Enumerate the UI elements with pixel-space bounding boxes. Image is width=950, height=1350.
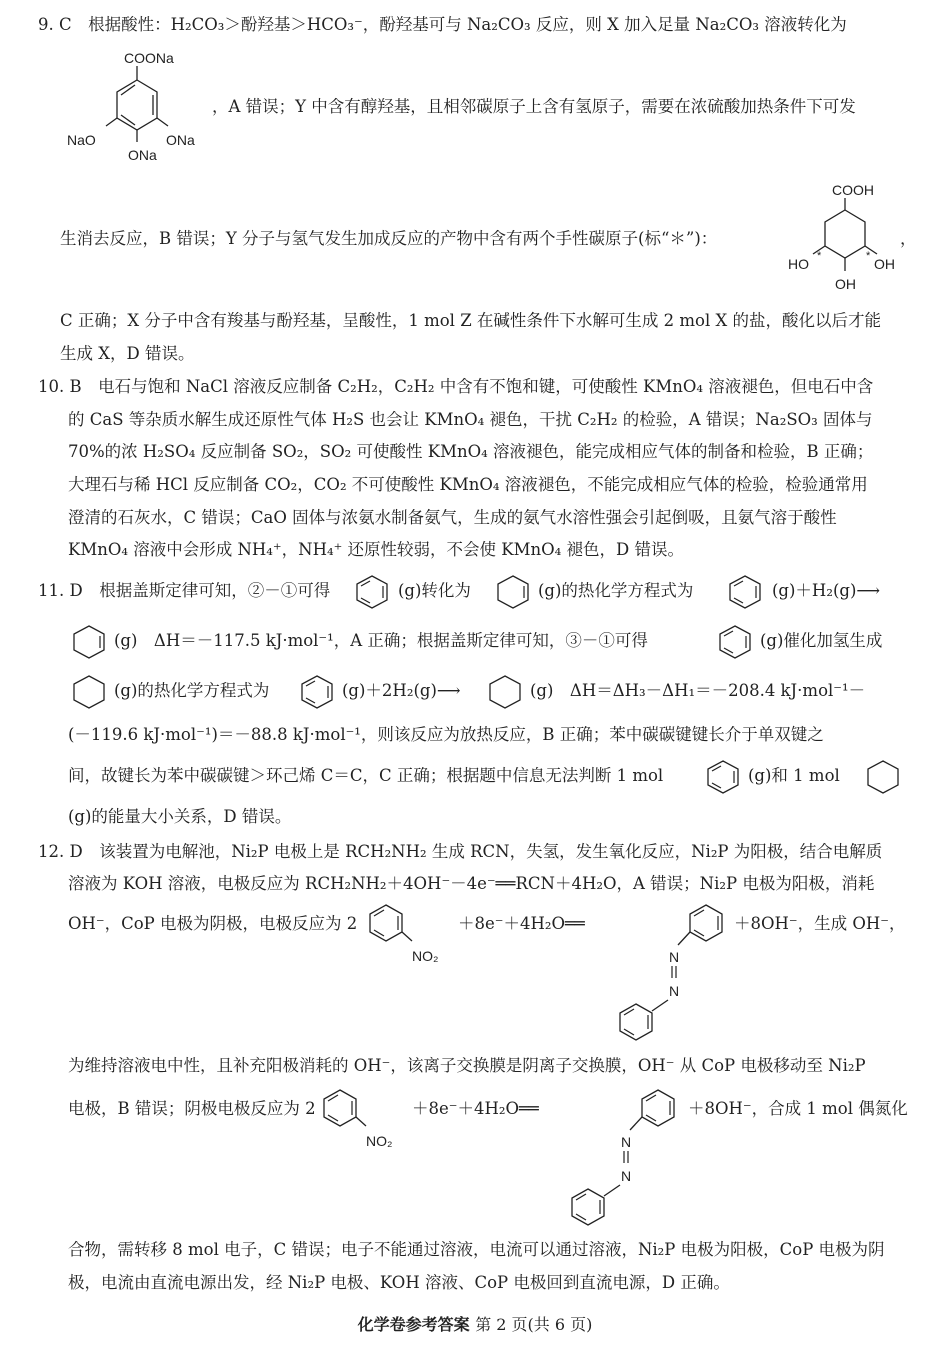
q12-line-1: 12. D 该装置为电解池，Ni₂P 电极上是 RCH₂NH₂ 生成 RCN，失氢，发生氧化反应，Ni₂P 为阳极，结合电解质: [38, 842, 883, 861]
q11-line-1a: 11. D 根据盖斯定律可知，②－①可得: [38, 581, 331, 600]
q9-line-4: C 正确；X 分子中含有羧基与酚羟基，呈酸性，1 mol Z 在碱性条件下水解可生成 2 mol X 的盐，酸化以后才能: [60, 311, 881, 330]
no2-label: NO₂: [412, 948, 439, 964]
q12-line-6: 合物，需转移 8 mol 电子，C 错误；电子不能通过溶液，电流可以通过溶液，Ni₂P 电极为阳极，CoP 电极为阴: [68, 1240, 885, 1259]
q9-line-3: 生消去反应，B 错误；Y 分子与氢气发生加成反应的产物中含有两个手性碳原子(标“＊”)：: [60, 229, 718, 248]
q11-line-5b: (g)和 1 mol: [748, 766, 840, 785]
page-footer: [0, 1312, 950, 1335]
benzene-ring-icon: [706, 759, 740, 799]
nitrobenzene-structure: [322, 1088, 412, 1158]
q11-line-2a: (g) ΔH＝－117.5 kJ·mol⁻¹，A 正确；根据盖斯定律可知，③－①可得: [114, 631, 648, 650]
q11-line-3c: (g) ΔH＝ΔH₃－ΔH₁＝－208.4 kJ·mol⁻¹－: [530, 681, 866, 700]
benzene-ring-icon: [728, 574, 762, 614]
azobenzene-structure: [568, 1088, 680, 1232]
coona-label: COONa: [124, 50, 174, 66]
q12-line-4: 为维持溶液电中性，且补充阳极消耗的 OH⁻，该离子交换膜是阴离子交换膜，OH⁻ 从 CoP 电极移动至 Ni₂P: [68, 1056, 866, 1075]
azo-n-bottom: N: [621, 1168, 632, 1184]
cyclohexene-ring-icon: [72, 624, 106, 664]
q11-line-3a: (g)的热化学方程式为: [114, 681, 270, 700]
q12-line-3a: OH⁻，CoP 电极为阴极，电极反应为 2: [68, 914, 358, 933]
chiral-star-right: *: [866, 250, 871, 262]
benzene-ring-icon: [355, 574, 389, 614]
q12-line-3b: ＋8e⁻＋4H₂O══: [458, 914, 585, 933]
cyclohexene-ring-icon: [496, 574, 530, 614]
q10-line-3: 70%的浓 H₂SO₄ 反应制备 SO₂，SO₂ 可使酸性 KMnO₄ 溶液褪色，能完成相应气体的制备和检验，B 正确；: [68, 442, 874, 461]
q10-line-2: 的 CaS 等杂质水解生成还原性气体 H₂S 也会让 KMnO₄ 褪色，干扰 C₂H₂ 的检验，A 错误；Na₂SO₃ 固体与: [68, 410, 873, 429]
q11-line-1d: (g)＋H₂(g)⟶: [772, 581, 881, 600]
benzene-ring-icon: [300, 674, 334, 714]
ona-right-label: ONa: [166, 132, 195, 148]
q11-line-5a: 间，故键长为苯中碳碳键＞环己烯 C＝C，C 正确；根据题中信息无法判断 1 mol: [68, 766, 664, 785]
q10-line-1: 10. B 电石与饱和 NaCl 溶液反应制备 C₂H₂，C₂H₂ 中含有不饱和键，可使酸性 KMnO₄ 溶液褪色，但电石中含: [38, 377, 874, 396]
ona-left-label: NaO: [67, 132, 96, 148]
cyclohexane-ring-icon: [72, 674, 106, 714]
footer-title: 化学卷参考答案: [357, 1315, 470, 1334]
q12-line-2: 溶液为 KOH 溶液，电极反应为 RCH₂NH₂＋4OH⁻－4e⁻══RCN＋4H₂O，A 错误；Ni₂P 电极为阳极，消耗: [68, 874, 875, 893]
q11-line-6: (g)的能量大小关系，D 错误。: [68, 807, 292, 826]
q12-line-3c: ＋8OH⁻，生成 OH⁻，: [734, 914, 906, 933]
oh-bottom-label: OH: [835, 276, 856, 292]
oh-right-label: OH: [874, 256, 895, 272]
q12-line-7: 极，电流由直流电源出发，经 Ni₂P 电极、KOH 溶液、CoP 电极回到直流电源，D 正确。: [68, 1273, 730, 1292]
azo-n-bottom: N: [669, 983, 680, 999]
q9-line-3-end: ，: [900, 229, 917, 248]
q9-line-5: 生成 X，D 错误。: [60, 344, 195, 363]
azo-n-top: N: [669, 949, 680, 965]
cooh-label: COOH: [832, 182, 874, 198]
sodium-salt-structure: [62, 46, 212, 171]
q10-line-4: 大理石与稀 HCl 反应制备 CO₂，CO₂ 不可使酸性 KMnO₄ 溶液褪色，不能完成相应气体的检验，检验通常用: [68, 475, 868, 494]
chiral-star-left: *: [817, 250, 822, 262]
q11-line-2b: (g)催化加氢生成: [760, 631, 883, 650]
q11-line-1b: (g)转化为: [398, 581, 471, 600]
no2-label: NO₂: [366, 1133, 393, 1149]
cyclohexane-ring-icon: [866, 759, 900, 799]
q10-line-5: 澄清的石灰水，C 错误；CaO 固体与浓氨水制备氨气，生成的氨气水溶性强会引起倒吸，且氨气溶于酸性: [68, 508, 837, 527]
azo-n-top: N: [621, 1134, 632, 1150]
benzene-ring-icon: [718, 624, 752, 664]
q11-line-1c: (g)的热化学方程式为: [538, 581, 694, 600]
ho-left-label: HO: [788, 256, 809, 272]
q11-line-3b: (g)＋2H₂(g)⟶: [342, 681, 461, 700]
azobenzene-structure: [616, 903, 728, 1047]
nitrobenzene-structure: [368, 903, 458, 973]
cyclohexane-ring-icon: [488, 674, 522, 714]
q12-line-5a: 电极，B 错误；阴极电极反应为 2: [68, 1099, 316, 1118]
q9-line-2: ，A 错误；Y 中含有醇羟基，且相邻碳原子上含有氢原子，需要在浓硫酸加热条件下可发: [212, 97, 856, 116]
cyclohexane-acid-structure: [780, 180, 910, 300]
q12-line-5b: ＋8e⁻＋4H₂O══: [412, 1099, 539, 1118]
q11-line-4: (－119.6 kJ·mol⁻¹)＝－88.8 kJ·mol⁻¹，则该反应为放热反应，B 正确；苯中碳碳键键长介于单双键之: [68, 725, 824, 744]
q12-line-5c: ＋8OH⁻，合成 1 mol 偶氮化: [688, 1099, 908, 1118]
ona-bottom-label: ONa: [128, 147, 157, 163]
footer-page-number: 第 2 页(共 6 页): [475, 1315, 593, 1334]
q9-line-1: 9. C 根据酸性：H₂CO₃＞酚羟基＞HCO₃⁻，酚羟基可与 Na₂CO₃ 反应，则 X 加入足量 Na₂CO₃ 溶液转化为: [38, 15, 847, 34]
q10-line-6: KMnO₄ 溶液中会形成 NH₄⁺，NH₄⁺ 还原性较弱，不会使 KMnO₄ 褪色，D 错误。: [68, 540, 684, 559]
